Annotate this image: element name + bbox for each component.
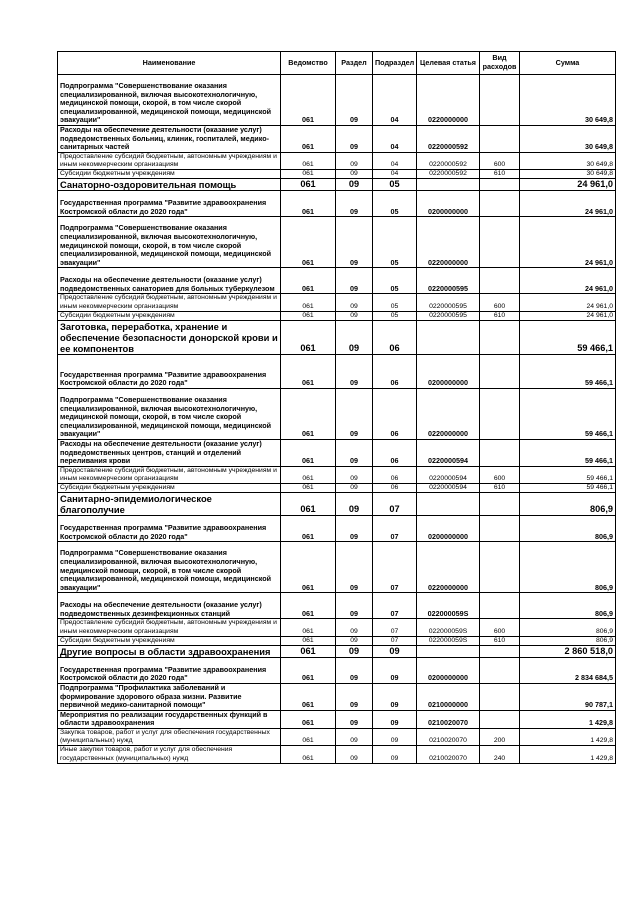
row-section: 09 [336, 294, 373, 311]
row-subsection: 06 [373, 484, 417, 493]
table-row [58, 268, 616, 294]
row-department: 061 [281, 728, 336, 745]
row-expense-type: 600 [480, 619, 520, 636]
row-subsection: 09 [373, 746, 417, 763]
row-expense-type: 610 [480, 484, 520, 493]
table-row [58, 440, 616, 467]
row-subsection: 07 [373, 593, 417, 619]
table-row [58, 746, 616, 763]
row-expense-type [480, 355, 520, 389]
row-sum: 806,9 [520, 516, 616, 542]
header-target-article: Целевая статья [417, 52, 480, 75]
row-target-article: 0220000000 [417, 389, 480, 440]
row-department: 061 [281, 484, 336, 493]
row-subsection: 05 [373, 268, 417, 294]
row-sum: 59 466,1 [520, 484, 616, 493]
table-row [58, 311, 616, 320]
row-department: 061 [281, 466, 336, 483]
row-section: 09 [336, 466, 373, 483]
row-sum: 59 466,1 [520, 466, 616, 483]
row-sum: 2 860 518,0 [520, 646, 616, 658]
table-row [58, 294, 616, 311]
row-name: Заготовка, переработка, хранение и обеспечение безопасности донорской крови и ее компонентов [58, 321, 281, 355]
budget-table-page [57, 51, 615, 764]
row-department: 061 [281, 294, 336, 311]
row-subsection: 05 [373, 311, 417, 320]
table-row [58, 516, 616, 542]
row-subsection: 09 [373, 658, 417, 684]
row-name: Предоставление субсидий бюджетным, автономным учреждениям и иным некоммерческим организациям [58, 619, 281, 636]
row-section: 09 [336, 646, 373, 658]
row-target-article [417, 321, 480, 355]
row-target-article: 0210020070 [417, 746, 480, 763]
row-section: 09 [336, 684, 373, 711]
row-department: 061 [281, 217, 336, 268]
row-target-article: 0220000000 [417, 75, 480, 126]
row-name: Подпрограмма "Совершенствование оказания специализированной, включая высокотехнологичную, медицинской помощи, скорой, в том числе скорой специализированной, медицинской помощи, медицинской эвакуации" [58, 217, 281, 268]
row-department: 061 [281, 170, 336, 179]
row-department: 061 [281, 440, 336, 467]
row-sum: 24 961,0 [520, 294, 616, 311]
budget-table [57, 51, 616, 764]
row-section: 09 [336, 658, 373, 684]
row-name: Подпрограмма "Совершенствование оказания специализированной, включая высокотехнологичную, медицинской помощи, скорой, в том числе скорой специализированной, медицинской помощи, медицинской эвакуации" [58, 542, 281, 593]
row-sum: 59 466,1 [520, 389, 616, 440]
row-section: 09 [336, 493, 373, 516]
row-department: 061 [281, 389, 336, 440]
row-target-article: 0220000592 [417, 152, 480, 169]
row-name: Государственная программа "Развитие здравоохранения Костромской области до 2020 года" [58, 355, 281, 389]
row-name: Предоставление субсидий бюджетным, автономным учреждениям и иным некоммерческим организациям [58, 466, 281, 483]
row-subsection: 04 [373, 126, 417, 153]
row-name: Государственная программа "Развитие здравоохранения Костромской области до 2020 года" [58, 191, 281, 217]
header-subsection: Подраздел [373, 52, 417, 75]
row-subsection: 07 [373, 636, 417, 645]
table-row [58, 466, 616, 483]
row-subsection: 04 [373, 152, 417, 169]
table-row [58, 170, 616, 179]
row-department: 061 [281, 321, 336, 355]
table-row [58, 710, 616, 728]
table-row [58, 636, 616, 645]
row-target-article: 0220000592 [417, 126, 480, 153]
row-section: 09 [336, 516, 373, 542]
row-subsection: 07 [373, 493, 417, 516]
row-expense-type: 600 [480, 294, 520, 311]
table-row [58, 126, 616, 153]
table-row [58, 484, 616, 493]
row-expense-type: 200 [480, 728, 520, 745]
row-sum: 30 649,8 [520, 170, 616, 179]
row-department: 061 [281, 355, 336, 389]
row-department: 061 [281, 516, 336, 542]
row-subsection: 04 [373, 75, 417, 126]
row-expense-type: 240 [480, 746, 520, 763]
row-target-article: 0220000594 [417, 440, 480, 467]
row-name: Подпрограмма "Профилактика заболеваний и формирование здорового образа жизни. Развитие первичной медико-санитарной помощи" [58, 684, 281, 711]
row-name: Расходы на обеспечение деятельности (оказание услуг) подведомственных санаториев для больных туберкулезом [58, 268, 281, 294]
header-expense-type: Вид расходов [480, 52, 520, 75]
row-sum: 30 649,8 [520, 126, 616, 153]
row-section: 09 [336, 484, 373, 493]
row-name: Субсидии бюджетным учреждениям [58, 484, 281, 493]
row-name: Субсидии бюджетным учреждениям [58, 311, 281, 320]
row-expense-type: 610 [480, 636, 520, 645]
row-target-article: 0200000000 [417, 191, 480, 217]
table-row [58, 684, 616, 711]
row-name: Другие вопросы в области здравоохранения [58, 646, 281, 658]
row-department: 061 [281, 710, 336, 728]
row-target-article: 0210020070 [417, 710, 480, 728]
row-section: 09 [336, 440, 373, 467]
row-sum: 806,9 [520, 542, 616, 593]
row-department: 061 [281, 152, 336, 169]
row-subsection: 09 [373, 646, 417, 658]
row-target-article: 0210000000 [417, 684, 480, 711]
row-expense-type: 600 [480, 466, 520, 483]
row-expense-type [480, 126, 520, 153]
row-expense-type [480, 493, 520, 516]
table-row [58, 658, 616, 684]
table-row [58, 493, 616, 516]
row-department: 061 [281, 619, 336, 636]
row-expense-type [480, 542, 520, 593]
row-sum: 24 961,0 [520, 191, 616, 217]
row-expense-type [480, 191, 520, 217]
row-expense-type [480, 268, 520, 294]
row-sum: 30 649,8 [520, 75, 616, 126]
row-department: 061 [281, 542, 336, 593]
row-section: 09 [336, 179, 373, 191]
header-name: Наименование [58, 52, 281, 75]
row-name: Государственная программа "Развитие здравоохранения Костромской области до 2020 года" [58, 516, 281, 542]
table-row [58, 321, 616, 355]
row-sum: 24 961,0 [520, 268, 616, 294]
row-target-article: 022000059S [417, 636, 480, 645]
row-section: 09 [336, 542, 373, 593]
row-name: Иные закупки товаров, работ и услуг для обеспечения государственных (муниципальных) нужд [58, 746, 281, 763]
row-department: 061 [281, 746, 336, 763]
table-header [58, 52, 616, 75]
row-target-article: 0220000595 [417, 268, 480, 294]
row-subsection: 09 [373, 710, 417, 728]
row-sum: 24 961,0 [520, 217, 616, 268]
row-sum: 1 429,8 [520, 728, 616, 745]
row-target-article: 0200000000 [417, 658, 480, 684]
row-expense-type [480, 684, 520, 711]
row-section: 09 [336, 746, 373, 763]
row-name: Мероприятия по реализации государственных функций в области здравоохранения [58, 710, 281, 728]
row-subsection: 06 [373, 389, 417, 440]
row-name: Расходы на обеспечение деятельности (оказание услуг) подведомственных больниц, клиник, госпиталей, медико-санитарных частей [58, 126, 281, 153]
row-sum: 1 429,8 [520, 746, 616, 763]
row-name: Расходы на обеспечение деятельности (оказание услуг) подведомственных центров, станций и отделений переливания крови [58, 440, 281, 467]
row-target-article: 0220000595 [417, 311, 480, 320]
row-section: 09 [336, 636, 373, 645]
row-subsection: 05 [373, 179, 417, 191]
header-sum: Сумма [520, 52, 616, 75]
row-subsection: 07 [373, 542, 417, 593]
row-department: 061 [281, 684, 336, 711]
row-section: 09 [336, 217, 373, 268]
row-subsection: 09 [373, 728, 417, 745]
row-target-article: 0220000000 [417, 542, 480, 593]
table-row [58, 152, 616, 169]
row-sum: 24 961,0 [520, 311, 616, 320]
table-body [58, 75, 616, 764]
row-section: 09 [336, 355, 373, 389]
row-expense-type [480, 75, 520, 126]
row-expense-type [480, 217, 520, 268]
row-subsection: 04 [373, 170, 417, 179]
row-sum: 90 787,1 [520, 684, 616, 711]
row-department: 061 [281, 268, 336, 294]
row-expense-type [480, 646, 520, 658]
row-subsection: 07 [373, 619, 417, 636]
row-subsection: 05 [373, 294, 417, 311]
row-sum: 59 466,1 [520, 440, 616, 467]
row-target-article [417, 179, 480, 191]
row-department: 061 [281, 311, 336, 320]
row-section: 09 [336, 593, 373, 619]
row-expense-type: 610 [480, 170, 520, 179]
row-name: Расходы на обеспечение деятельности (оказание услуг) подведомственных дезинфекционных станций [58, 593, 281, 619]
row-section: 09 [336, 268, 373, 294]
row-department: 061 [281, 636, 336, 645]
table-row [58, 728, 616, 745]
row-sum: 59 466,1 [520, 355, 616, 389]
row-department: 061 [281, 646, 336, 658]
row-section: 09 [336, 152, 373, 169]
row-sum: 806,9 [520, 593, 616, 619]
row-section: 09 [336, 191, 373, 217]
row-department: 061 [281, 593, 336, 619]
row-sum: 806,9 [520, 493, 616, 516]
row-target-article [417, 493, 480, 516]
table-row [58, 217, 616, 268]
table-row [58, 646, 616, 658]
row-section: 09 [336, 75, 373, 126]
row-expense-type [480, 440, 520, 467]
row-name: Санаторно-оздоровительная помощь [58, 179, 281, 191]
row-target-article: 0200000000 [417, 516, 480, 542]
row-name: Санитарно-эпидемиологическое благополучие [58, 493, 281, 516]
row-expense-type [480, 710, 520, 728]
row-section: 09 [336, 170, 373, 179]
row-expense-type [480, 593, 520, 619]
row-sum: 2 834 684,5 [520, 658, 616, 684]
row-sum: 806,9 [520, 636, 616, 645]
row-sum: 1 429,8 [520, 710, 616, 728]
row-sum: 30 649,8 [520, 152, 616, 169]
row-name: Предоставление субсидий бюджетным, автономным учреждениям и иным некоммерческим организациям [58, 152, 281, 169]
row-section: 09 [336, 619, 373, 636]
table-row [58, 355, 616, 389]
row-expense-type [480, 389, 520, 440]
row-target-article: 0210020070 [417, 728, 480, 745]
table-row [58, 191, 616, 217]
row-section: 09 [336, 728, 373, 745]
table-row [58, 75, 616, 126]
row-name: Предоставление субсидий бюджетным, автономным учреждениям и иным некоммерческим организациям [58, 294, 281, 311]
row-sum: 59 466,1 [520, 321, 616, 355]
row-target-article: 0220000592 [417, 170, 480, 179]
row-name: Государственная программа "Развитие здравоохранения Костромской области до 2020 года" [58, 658, 281, 684]
row-target-article [417, 646, 480, 658]
row-section: 09 [336, 126, 373, 153]
row-department: 061 [281, 658, 336, 684]
row-name: Субсидии бюджетным учреждениям [58, 636, 281, 645]
row-subsection: 07 [373, 516, 417, 542]
row-expense-type [480, 179, 520, 191]
row-subsection: 05 [373, 191, 417, 217]
row-name: Подпрограмма "Совершенствование оказания специализированной, включая высокотехнологичную, медицинской помощи, скорой, в том числе скорой специализированной, медицинской помощи, медицинской эвакуации" [58, 389, 281, 440]
row-subsection: 06 [373, 466, 417, 483]
row-expense-type [480, 516, 520, 542]
row-expense-type [480, 658, 520, 684]
row-target-article: 0200000000 [417, 355, 480, 389]
table-row [58, 179, 616, 191]
row-target-article: 022000059S [417, 593, 480, 619]
row-name: Субсидии бюджетным учреждениям [58, 170, 281, 179]
row-section: 09 [336, 311, 373, 320]
row-expense-type: 610 [480, 311, 520, 320]
row-subsection: 05 [373, 217, 417, 268]
row-expense-type: 600 [480, 152, 520, 169]
table-row [58, 593, 616, 619]
row-target-article: 0220000594 [417, 466, 480, 483]
row-department: 061 [281, 75, 336, 126]
row-department: 061 [281, 191, 336, 217]
row-department: 061 [281, 493, 336, 516]
row-expense-type [480, 321, 520, 355]
row-name: Закупка товаров, работ и услуг для обеспечения государственных (муниципальных) нужд [58, 728, 281, 745]
row-sum: 806,9 [520, 619, 616, 636]
row-subsection: 06 [373, 440, 417, 467]
row-section: 09 [336, 321, 373, 355]
row-target-article: 0220000595 [417, 294, 480, 311]
row-section: 09 [336, 710, 373, 728]
header-department: Ведомство [281, 52, 336, 75]
table-row [58, 389, 616, 440]
row-department: 061 [281, 126, 336, 153]
row-subsection: 06 [373, 321, 417, 355]
table-row [58, 619, 616, 636]
header-section: Раздел [336, 52, 373, 75]
row-sum: 24 961,0 [520, 179, 616, 191]
row-name: Подпрограмма "Совершенствование оказания специализированной, включая высокотехнологичную, медицинской помощи, скорой, в том числе скорой специализированной, медицинской помощи, медицинской эвакуации" [58, 75, 281, 126]
row-section: 09 [336, 389, 373, 440]
table-row [58, 542, 616, 593]
row-target-article: 0220000000 [417, 217, 480, 268]
row-subsection: 06 [373, 355, 417, 389]
row-department: 061 [281, 179, 336, 191]
row-target-article: 0220000594 [417, 484, 480, 493]
row-subsection: 09 [373, 684, 417, 711]
row-target-article: 022000059S [417, 619, 480, 636]
